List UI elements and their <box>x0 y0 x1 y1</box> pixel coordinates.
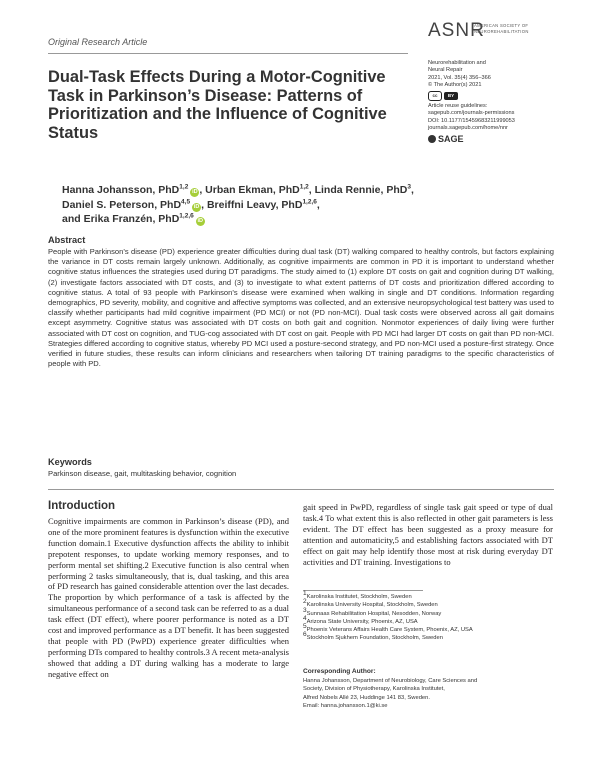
publisher-logo <box>428 135 578 143</box>
author-6: and Erika Franzén, PhD$^{1,2,6}$iD <box>62 212 204 225</box>
author-1: Hanna Johansson, PhD$^{1,2}$iD , <box>62 183 206 196</box>
introduction-column-1: Cognitive impairments are common in Parkinson’s disease (PD), and one of the more prominent features is dysfunction within the executive function domain.1 Executive dysfunction affects the ability to inhibit prepotent responses, to update working memory responses, and to perform mental set shifting.2 Executive function is also central when performing 2 tasks simultaneously, that is, dual tasking, and this area of PD research has gained considerable attention over the last decades. The proportion by which performance of a task is affected by the simultaneous performance of a second task can be referred to as a dual task effect (DT effect), where poorer performance is noted as a DT cost and improved performance as a DT benefit. It has been suggested that people with PD (PwPD) experience greater difficulties when performing DTs compared to healthy controls.3 A recent meta-analysis showed that adding a DT during walking has a moderate to large negative effect on <box>48 516 289 679</box>
orcid-icon[interactable]: iD <box>197 218 204 224</box>
reuse-link[interactable]: sagepub.com/journals-permissions <box>428 110 515 117</box>
journal-url[interactable]: journals.sagepub.com/home/nnr <box>428 125 508 132</box>
cc-license-badge[interactable] <box>428 91 578 101</box>
journal-name: Neurorehabilitation and <box>428 60 486 66</box>
header-divider <box>48 53 408 54</box>
affiliation-item: $^4$Arizona State University, Phoenix, AZ, USA <box>303 614 418 625</box>
logo-wordmark: ASNR <box>428 20 485 41</box>
affiliation-item: $^1$Karolinska Institutet, Stockholm, Sweden <box>303 590 412 600</box>
affiliation-item: $^2$Karolinska University Hospital, Stockholm, Sweden <box>303 598 438 609</box>
abstract-heading: Abstract <box>48 235 86 245</box>
article-type: Original Research Article <box>48 37 148 47</box>
orcid-icon[interactable]: iD <box>192 189 198 195</box>
keywords-text: Parkinson disease, gait, multitasking behavior, cognition <box>48 469 237 478</box>
email-link[interactable]: Email: hanna.johansson.1@ki.se <box>303 702 388 709</box>
author-3: Linda Rennie, PhD$^3$, <box>314 183 414 196</box>
corresponding-author-details: Hanna Johansson, Department of Neurobiology, Care Sciences and Society, Division of Physiotherapy, Karolinska Institutet, Alfred Nobels Allé 23, Huddinge 141 83, Sweden. Email: hanna.johansson.1@ki.se <box>303 677 553 710</box>
affiliation-item: $^6$Stockholm Sjukhem Foundation, Stockholm, Sweden <box>303 631 443 642</box>
section-divider <box>48 489 554 490</box>
doi-link[interactable]: DOI: 10.1177/15459683211999053 <box>428 117 515 124</box>
corresponding-author-heading: Corresponding Author: <box>303 668 376 675</box>
author-2: Urban Ekman, PhD$^{1,2}$, <box>205 183 315 196</box>
sage-logo-icon <box>428 135 436 143</box>
affiliation-item: $^5$Phoenix Veterans Affairs Health Care System, Phoenix, AZ, USA <box>303 623 473 634</box>
footnote-divider <box>303 590 423 591</box>
logo-subtitle: AMERICAN SOCIETY OF NEUROREHABILITATION <box>474 23 529 34</box>
by-icon: BY <box>444 92 458 100</box>
journal-name-2: Neural Repair <box>428 67 463 74</box>
author-5: Breiffni Leavy, PhD$^{1,2,6}$, <box>206 198 320 211</box>
affiliation-item: $^3$Sunnaas Rehabilitation Hospital, Nesodden, Norway <box>303 606 442 617</box>
cc-icon: cc <box>428 91 442 101</box>
paper-title: Dual-Task Effects During a Motor-Cognitive Task in Parkinson’s Disease: Patterns of Prioritization and the Influence of Cognitive Status <box>48 68 387 142</box>
journal-volume: 2021, Vol. 35(4) 356–366 <box>428 74 491 81</box>
reuse-label: Article reuse guidelines: <box>428 103 488 110</box>
introduction-column-2: gait speed in PwPD, regardless of single task gait speed or type of dual task.4 To what extent this is also reflected in other gait parameters is less evident. The DT effect has been suggested as a proxy measure for attention and automaticity,5 and establishing factors associated with DT effect on gait may help identify those most at risk during everyday DT activities and DT training. Investigations to <box>303 502 553 567</box>
affiliations <box>303 590 553 643</box>
keywords-heading: Keywords <box>48 457 92 467</box>
orcid-icon[interactable]: iD <box>193 203 200 210</box>
journal-copyright: © The Author(s) 2021 <box>428 81 482 88</box>
publisher-name: SAGE <box>438 133 464 144</box>
author-list <box>62 183 462 227</box>
author-4: Daniel S. Peterson, PhD$^{4,5}$iD , <box>62 198 207 211</box>
journal-meta <box>428 60 578 143</box>
introduction-heading: Introduction <box>48 500 116 512</box>
journal-logo <box>428 20 578 46</box>
abstract-text: People with Parkinson’s disease (PD) experience greater difficulties during dual task (DT) walking compared to healthy controls, but factors explaining the variance in DT costs remain largely unknown. Additionally, as cognitive impairments are common in PD it is important to understand whether cognitive status influences the strategies used during DT paradigms. The study aimed to (1) explore DT costs on gait and cognition during DT walking, (2) investigate factors associated with DT costs, and (3) to investigate to what extent patterns of DT costs and prioritization differed according to cognitive status. A total of 93 people with Parkinson’s disease were examined when walking in single and DT conditions. Information regarding demographics, PD severity, mobility, and cognitive and affective symptoms was collected, and an extensive neuropsychological test battery was used to classify whether participants had mild cognitive impairment (PD MCI) or not (PD non-MCI). Dual task costs were observed across all gait domains except asymmetry. Cognitive status was associated with DT costs on both gait and cognition. Nonmotor experiences of daily living were further associated with DT cost on cognition, and TUG-cog associated with DT cost on gait. People with PD MCI had larger DT costs on gait than PD non-MCI. Strategies differed according to cognitive status, whereby PD MCI used a posture-second strategy, and PD non-MCI used a posture-first strategy. Once verified in future studies, these results can inform clinicians and researchers when tailoring DT training paradigms to the specific characteristics of people with PD. <box>48 247 554 369</box>
